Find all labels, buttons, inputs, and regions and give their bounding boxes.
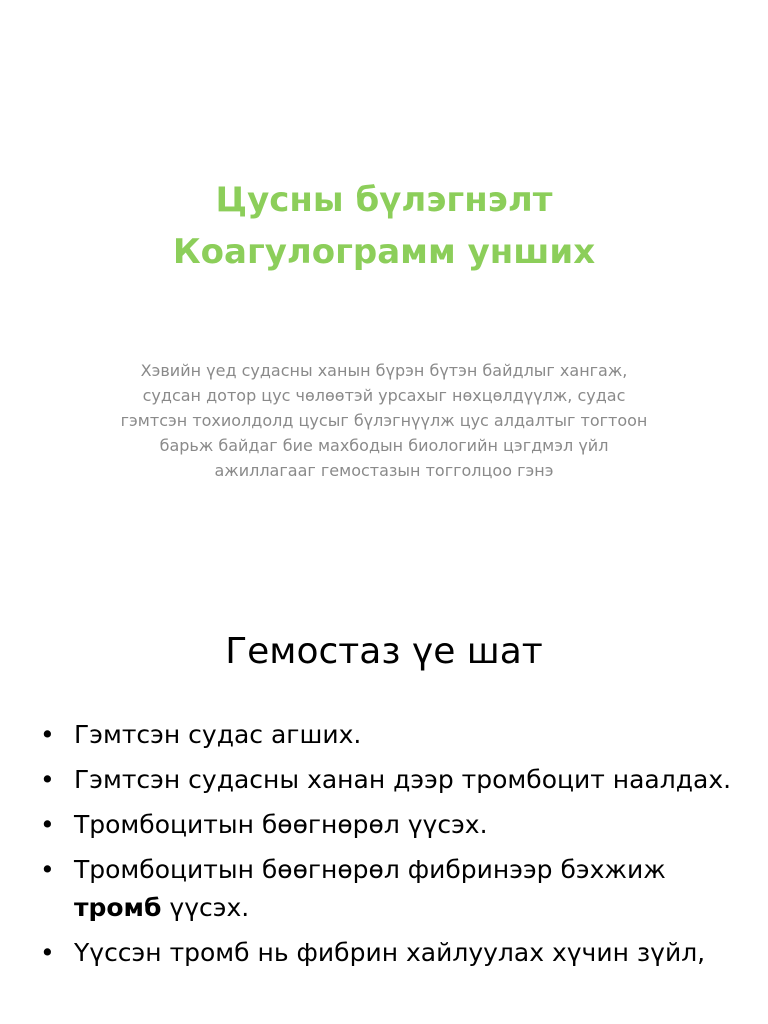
slide-title xyxy=(0,174,768,278)
bullet-text: Тромбоцитын бөөгнөрөл үүсэх. xyxy=(74,810,488,839)
bullet-text-bold: тромб xyxy=(74,893,162,922)
bullet-text-before: Тромбоцитын бөөгнөрөл фибринээр бэхжиж xyxy=(74,855,666,884)
title-line-2: Коагулограмм унших xyxy=(172,232,596,272)
content-heading: Гемостаз үе шат xyxy=(225,631,543,672)
bullet-text-after: үүсэх. xyxy=(161,893,250,922)
bullet-icon: • xyxy=(40,810,55,839)
bullet-icon: • xyxy=(40,765,55,794)
list-item xyxy=(38,806,738,844)
list-item xyxy=(38,716,738,754)
title-line-1: Цусны бүлэгнэлт xyxy=(215,180,553,220)
content-slide xyxy=(0,576,768,1024)
list-item xyxy=(38,761,738,799)
bullet-icon: • xyxy=(40,855,55,884)
bullet-icon: • xyxy=(40,938,55,967)
list-item xyxy=(38,934,738,972)
bullet-text: Гэмтсэн судас агших. xyxy=(74,720,362,749)
list-item xyxy=(38,851,738,927)
slide-subtitle: Хэвийн үед судасны ханын бүрэн бүтэн байдлыг хангаж, судсан дотор цус чөлөөтэй урсахыг нөхцөлдүүлж, судас гэмтсэн тохиолдолд цусыг бүлэгнүүлж цус алдалтыг тогтоон барьж байдаг бие махбодын биологийн цэгдмэл үйл ажиллагааг гемостазын тогголцоо гэнэ xyxy=(120,361,648,480)
bullet-icon: • xyxy=(40,720,55,749)
bullet-text: Үүссэн тромб нь фибрин хайлуулах хүчин зүйл, xyxy=(74,938,706,967)
bullet-text: Гэмтсэн судасны ханан дээр тромбоцит наалдах. xyxy=(74,765,732,794)
bullet-list xyxy=(38,716,738,979)
